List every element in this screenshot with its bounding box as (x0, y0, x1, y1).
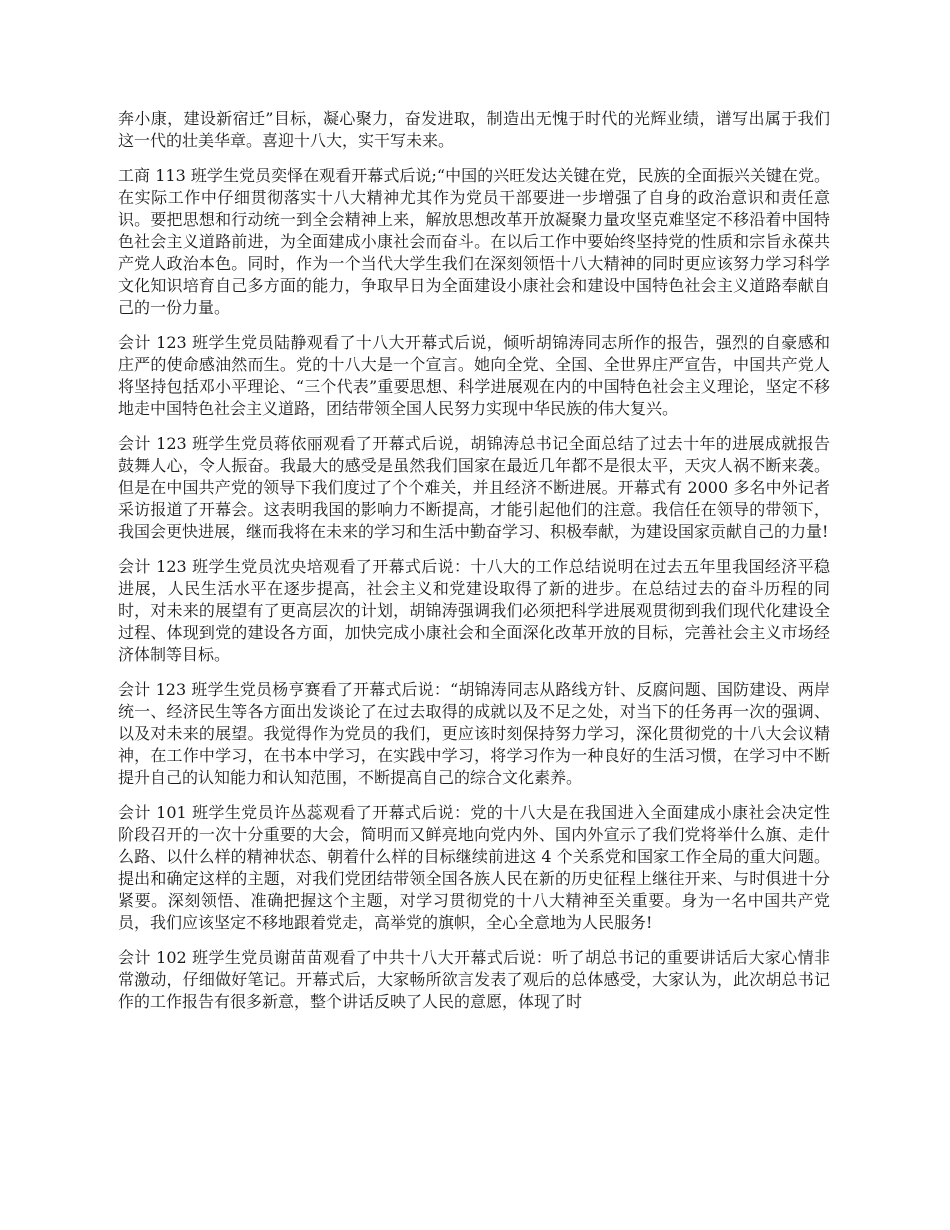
paragraph: 会计 101 班学生党员许丛蕊观看了开幕式后说：党的十八大是在我国进入全面建成小康社会决定性阶段召开的一次十分重要的大会，简明而又鲜亮地向党内外、国内外宣示了我们党将举什么旗、走什么路、以什么样的精神状态、朝着什么样的目标继续前进这 4 个关系党和国家工作全局的重大问题。提出和确定这样的主题，对我们党团结带领全国各族人民在新的历史征程上继往开来、与时俱进十分紧要。深刻领悟、准确把握这个主题，对学习贯彻党的十八大精神至关重要。身为一名中国共产党员，我们应该坚定不移地跟着党走，高举党的旗帜，全心全意地为人民服务! (118, 803, 830, 932)
paragraph: 会计 123 班学生党员杨亨赛看了开幕式后说：“胡锦涛同志从路线方针、反腐问题、国防建设、两岸统一、经济民生等各方面出发谈论了在过去取得的成就以及不足之处，对当下的任务再一次的强调、以及对未来的展望。我觉得作为党员的我们，更应该时刻保持努力学习，深化贯彻党的十八大会议精神，在工作中学习，在书本中学习，在实践中学习，将学习作为一种良好的生活习惯，在学习中不断提升自己的认知能力和认知范围，不断提高自己的综合文化素养。 (118, 680, 830, 787)
paragraph: 会计 123 班学生党员蒋依丽观看了开幕式后说，胡锦涛总书记全面总结了过去十年的进展成就报告鼓舞人心，令人振奋。我最大的感受是虽然我们国家在最近几年都不是很太平，天灾人祸不断来袭。但是在中国共产党的领导下我们度过了个个难关，并且经济不断进展。开幕式有 2000 多名中外记者采访报道了开幕会。这表明我国的影响力不断提高，才能引起他们的注意。我信任在领导的带领下，我国会更快进展，继而我将在未来的学习和生活中勤奋学习、积极奉献，为建设国家贡献自己的力量! (118, 434, 830, 541)
paragraph: 会计 102 班学生党员谢苗苗观看了中共十八大开幕式后说：听了胡总书记的重要讲话后大家心情非常激动，仔细做好笔记。开幕式后，大家畅所欲言发表了观后的总体感受，大家认为，此次胡总书记作的工作报告有很多新意，整个讲话反映了人民的意愿，体现了时 (118, 948, 830, 1011)
paragraph: 会计 123 班学生党员陆静观看了十八大开幕式后说，倾听胡锦涛同志所作的报告，强烈的自豪感和庄严的使命感油然而生。党的十八大是一个宣言。她向全党、全国、全世界庄严宣告，中国共产党人将坚持包括邓小平理论、“三个代表”重要思想、科学进展观在内的中国特色社会主义理论，坚定不移地走中国特色社会主义道路，团结带领全国人民努力实现中华民族的伟大复兴。 (118, 333, 830, 418)
paragraph: 工商 113 班学生党员奕怿在观看开幕式后说;“中国的兴旺发达关键在党，民族的全面振兴关键在党。在实际工作中仔细贯彻落实十八大精神尤其作为党员干部要进一步增强了自身的政治意识和责任意识。要把思想和行动统一到全会精神上来，解放思想改革开放凝聚力量攻坚克难坚定不移沿着中国特色社会主义道路前进，为全面建成小康社会而奋斗。在以后工作中要始终坚持党的性质和宗旨永葆共产党人政治本色。同时，作为一个当代大学生我们在深刻领悟十八大精神的同时更应该努力学习科学文化知识培育自己多方面的能力，争取早日为全面建设小康社会和建设中国特色社会主义道路奉献自己的一份力量。 (118, 166, 830, 317)
paragraph: 会计 123 班学生党员沈央培观看了开幕式后说：十八大的工作总结说明在过去五年里我国经济平稳进展，人民生活水平在逐步提高，社会主义和党建设取得了新的进步。在总结过去的奋斗历程的同时，对未来的展望有了更高层次的计划，胡锦涛强调我们必须把科学进展观贯彻到我们现代化建设全过程、体现到党的建设各方面，加快完成小康社会和全面深化改革开放的目标，完善社会主义市场经济体制等目标。 (118, 557, 830, 664)
document-body (118, 108, 830, 1026)
paragraph: 奔小康，建设新宿迁”目标，凝心聚力，奋发进取，制造出无愧于时代的光辉业绩，谱写出属于我们这一代的壮美华章。喜迎十八大，实干写未来。 (118, 109, 830, 150)
